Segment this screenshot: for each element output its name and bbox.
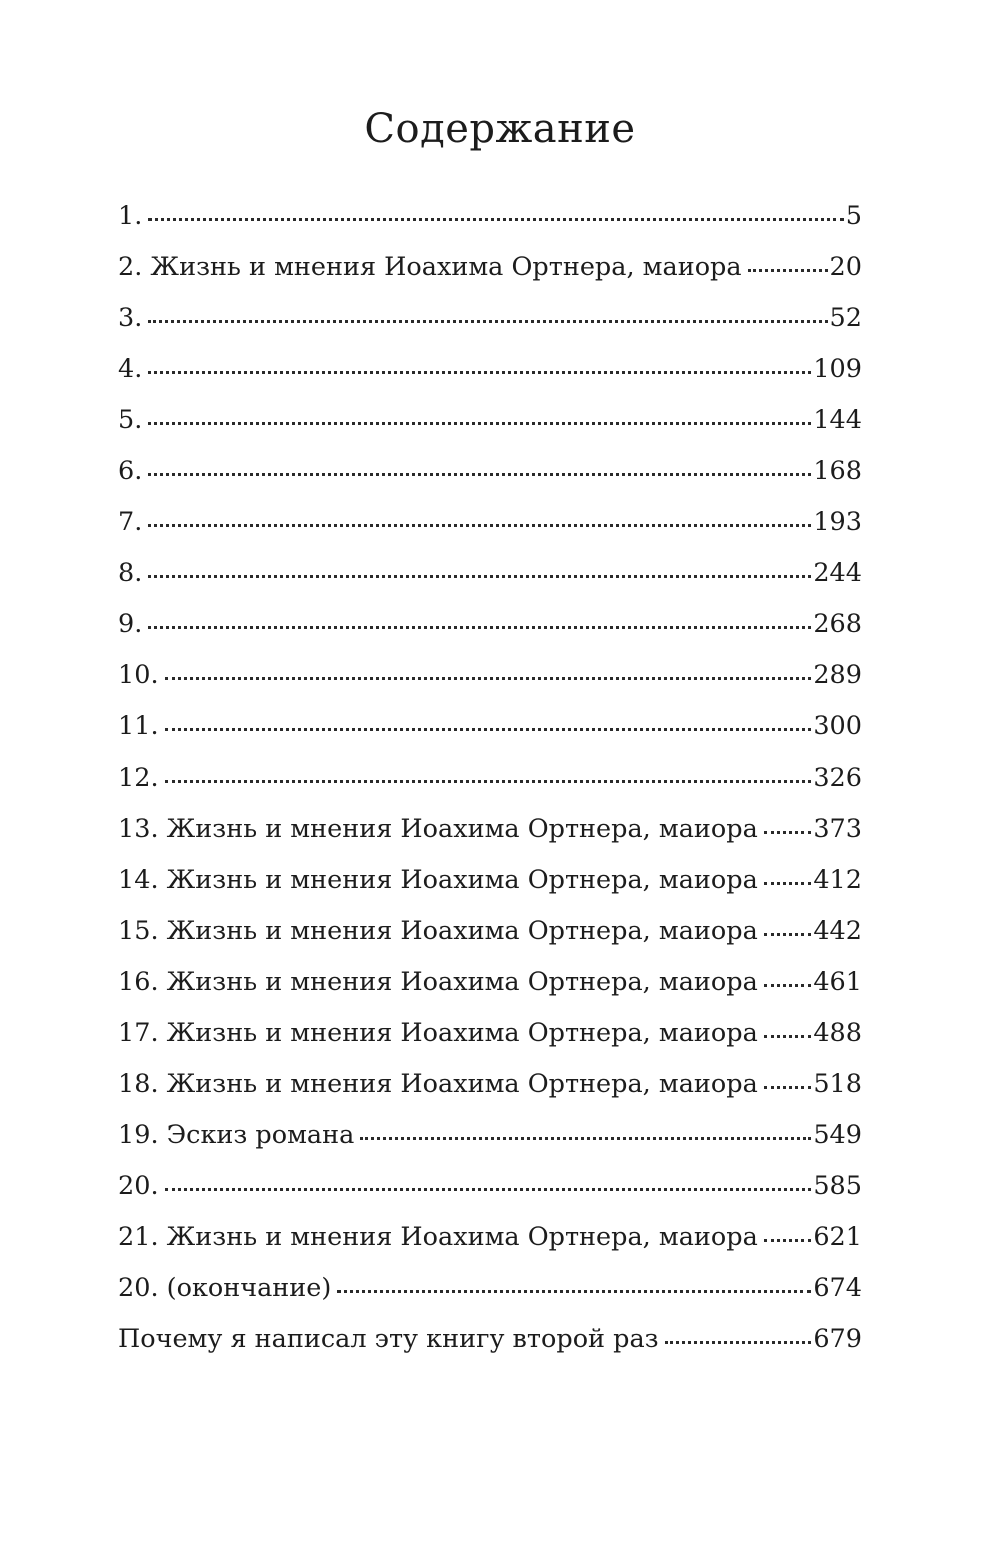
dot-leader: [148, 212, 843, 221]
dot-leader: [148, 365, 811, 374]
toc-entry-page-number: 674: [813, 1272, 862, 1303]
toc-entry: [118, 353, 862, 404]
toc-entry: [118, 1170, 862, 1221]
toc-entry: [118, 557, 862, 608]
toc-entry-page-number: 109: [813, 354, 862, 385]
toc-entry-page-number: 621: [813, 1221, 862, 1252]
toc-entry-label: 14. Жизнь и мнения Иоахима Ортнера, маиора: [118, 864, 758, 895]
toc-entry: [118, 966, 862, 1017]
toc-entry: [118, 251, 862, 302]
toc-entry-label: 1.: [118, 201, 143, 231]
toc-entry: [118, 506, 862, 557]
dot-leader: [148, 620, 811, 629]
toc-entry: [118, 1068, 862, 1119]
toc-entry-page-number: 518: [813, 1068, 862, 1099]
toc-entry-page-number: 20: [829, 252, 862, 283]
toc-entry-page-number: 461: [813, 966, 862, 997]
toc-entry-label: 9.: [118, 609, 143, 640]
dot-leader: [764, 1233, 812, 1242]
toc-entry-label: 12.: [118, 762, 159, 793]
dot-leader: [148, 518, 811, 527]
dot-leader: [165, 1182, 812, 1191]
toc-entry-label: 2. Жизнь и мнения Иоахима Ортнера, маиора: [118, 252, 742, 283]
dot-leader: [764, 876, 812, 885]
toc-entry-page-number: 442: [813, 915, 862, 946]
toc-entry-label: 20.: [118, 1170, 159, 1201]
dot-leader: [148, 416, 811, 425]
dot-leader: [764, 825, 812, 834]
toc-entry-page-number: 373: [813, 813, 862, 844]
toc-entry-page-number: 679: [813, 1324, 862, 1355]
toc-entry: [118, 813, 862, 864]
dot-leader: [148, 569, 811, 578]
dot-leader: [764, 1080, 812, 1089]
toc-entry-label: 16. Жизнь и мнения Иоахима Ортнера, маиора: [118, 966, 758, 997]
toc-entry: [118, 710, 862, 761]
toc-entry: [118, 200, 862, 251]
toc-entry-label: 6.: [118, 456, 143, 487]
page-title: Содержание: [364, 106, 636, 152]
toc-entry-page-number: 168: [813, 456, 862, 487]
toc-entry: [118, 864, 862, 915]
table-of-contents: [118, 200, 862, 1374]
toc-entry-page-number: 244: [813, 558, 862, 589]
toc-entry-page-number: 549: [813, 1119, 862, 1150]
toc-entry-label: 10.: [118, 660, 159, 691]
toc-entry: [118, 1272, 862, 1323]
toc-entry-page-number: 488: [813, 1017, 862, 1048]
toc-entry-label: 7.: [118, 507, 143, 538]
toc-entry-label: 4.: [118, 354, 143, 385]
toc-entry-page-number: 193: [813, 507, 862, 538]
dot-leader: [165, 671, 812, 680]
toc-entry: [118, 608, 862, 659]
toc-entry-page-number: 52: [829, 303, 862, 334]
toc-entry: [118, 1323, 862, 1374]
toc-entry-page-number: 289: [813, 660, 862, 691]
toc-entry: [118, 1221, 862, 1272]
toc-entry-label: 17. Жизнь и мнения Иоахима Ортнера, маиора: [118, 1017, 758, 1048]
toc-entry-label: 20. (окончание): [118, 1272, 332, 1303]
toc-entry: [118, 404, 862, 455]
dot-leader: [665, 1335, 812, 1344]
dot-leader: [165, 722, 812, 731]
dot-leader: [165, 774, 812, 783]
toc-entry: [118, 455, 862, 506]
toc-entry-label: 15. Жизнь и мнения Иоахима Ортнера, маиора: [118, 915, 758, 946]
dot-leader: [764, 1029, 812, 1038]
toc-entry-label: Почему я написал эту книгу второй раз: [118, 1324, 659, 1355]
toc-entry: [118, 762, 862, 813]
dot-leader: [748, 263, 828, 272]
dot-leader: [764, 978, 812, 987]
toc-entry-label: 11.: [118, 711, 159, 742]
toc-entry: [118, 659, 862, 710]
toc-entry-page-number: 5: [845, 201, 862, 231]
dot-leader: [148, 314, 827, 323]
toc-entry-label: 21. Жизнь и мнения Иоахима Ортнера, маиора: [118, 1221, 758, 1252]
dot-leader: [360, 1131, 811, 1140]
toc-entry-page-number: 268: [813, 609, 862, 640]
dot-leader: [148, 467, 811, 476]
toc-entry: [118, 302, 862, 353]
toc-entry-label: 8.: [118, 558, 143, 589]
toc-entry-label: 18. Жизнь и мнения Иоахима Ортнера, маиора: [118, 1068, 758, 1099]
toc-entry-label: 19. Эскиз романа: [118, 1119, 355, 1150]
toc-entry-page-number: 585: [813, 1170, 862, 1201]
toc-entry-page-number: 412: [813, 864, 862, 895]
toc-entry-label: 13. Жизнь и мнения Иоахима Ортнера, маиора: [118, 813, 758, 844]
toc-entry-page-number: 144: [813, 405, 862, 436]
dot-leader: [764, 927, 812, 936]
toc-entry: [118, 1119, 862, 1170]
toc-entry-page-number: 300: [813, 711, 862, 742]
toc-entry-label: 3.: [118, 303, 143, 334]
toc-entry: [118, 915, 862, 966]
toc-entry-page-number: 326: [813, 762, 862, 793]
toc-entry-label: 5.: [118, 405, 143, 436]
toc-entry: [118, 1017, 862, 1068]
dot-leader: [337, 1284, 811, 1293]
